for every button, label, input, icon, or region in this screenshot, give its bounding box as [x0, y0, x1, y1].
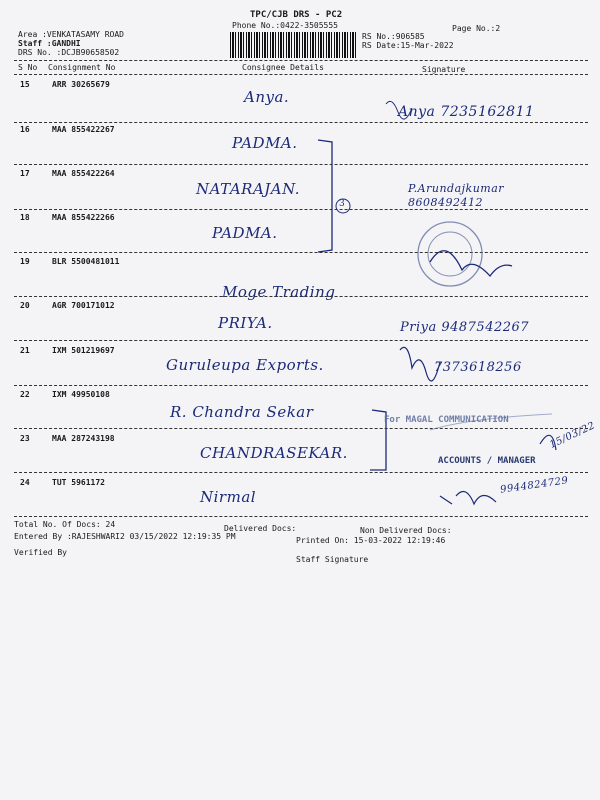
- consignee-signature: Priya 9487542267: [400, 320, 530, 335]
- total-docs: Total No. Of Docs: 24: [14, 520, 116, 529]
- row-consignment: MAA 287243198: [52, 434, 115, 443]
- staff-label: Staff :GANDHI: [18, 39, 81, 48]
- drs-number: DRS No. :DCJB90658502: [18, 48, 120, 57]
- row-sno: 16: [20, 125, 30, 134]
- row-consignment: MAA 855422266: [52, 213, 115, 222]
- row-consignment: ARR 30265679: [52, 80, 110, 89]
- entered-by: Entered By :RAJESHWARI2 03/15/2022 12:19:35 PM: [14, 532, 236, 541]
- verified-by: Verified By: [14, 548, 67, 557]
- row-sno: 24: [20, 478, 30, 487]
- row-consignment: BLR 5500481011: [52, 257, 120, 266]
- row-sno: 22: [20, 390, 30, 399]
- consignee-name: Anya.: [244, 88, 290, 106]
- col-consignment: Consignment No: [48, 63, 116, 72]
- col-consignee: Consignee Details: [242, 63, 324, 72]
- row-sno: 15: [20, 80, 30, 89]
- non-delivered-docs: Non Delivered Docs:: [360, 526, 452, 535]
- consignee-name: R. Chandra Sekar: [170, 403, 314, 421]
- consignee-name: NATARAJAN.: [196, 180, 301, 198]
- row-sno: 17: [20, 169, 30, 178]
- row-consignment: MAA 855422264: [52, 169, 115, 178]
- row-sno: 20: [20, 301, 30, 310]
- row-consignment: IXM 501219697: [52, 346, 115, 355]
- consignee-name: Nirmal: [200, 488, 257, 506]
- sheet-title: TPC/CJB DRS - PC2: [250, 10, 343, 20]
- consignee-signature: Anya 7235162811: [398, 104, 535, 120]
- rs-date: RS Date:15-Mar-2022: [362, 41, 454, 50]
- consignee-name: PADMA.: [212, 224, 278, 242]
- staff-signature-label: Staff Signature: [296, 555, 369, 564]
- consignee-signature: 7373618256: [434, 360, 522, 375]
- consignee-name: PRIYA.: [218, 314, 273, 332]
- area-label: Area :VENKATASAMY ROAD: [18, 30, 124, 39]
- row-consignment: IXM 49950108: [52, 390, 110, 399]
- delivered-docs: Delivered Docs:: [224, 524, 297, 533]
- consignee-signature: P.Arundajkumar 8608492412: [408, 182, 505, 209]
- manager-stamp: ACCOUNTS / MANAGER: [438, 456, 536, 466]
- page-number: Page No.:2: [452, 24, 501, 33]
- consignee-name: Guruleupa Exports.: [166, 356, 324, 374]
- rs-number: RS No.:906585: [362, 32, 425, 41]
- consignee-name: CHANDRASEKAR.: [200, 444, 348, 462]
- col-sno: S No: [18, 63, 38, 72]
- company-stamp: For MAGAL COMMUNICATION: [384, 415, 509, 425]
- bracket-count: 3: [339, 199, 346, 209]
- row-consignment: AGR 700171012: [52, 301, 115, 310]
- row-consignment: MAA 855422267: [52, 125, 115, 134]
- row-consignment: TUT 5961172: [52, 478, 105, 487]
- row-sno: 23: [20, 434, 30, 443]
- printed-on: Printed On: 15-03-2022 12:19:46: [296, 536, 446, 545]
- row-sno: 19: [20, 257, 30, 266]
- consignee-name: PADMA.: [232, 134, 298, 152]
- row-sno: 21: [20, 346, 30, 355]
- row-sno: 18: [20, 213, 30, 222]
- consignee-name: Moge Trading: [222, 283, 336, 301]
- stamp-date: 15/03/22: [547, 420, 597, 451]
- consignee-signature: 9944824729: [499, 475, 570, 496]
- col-signature: Signature: [422, 65, 466, 74]
- phone-number: Phone No.:0422-3505555: [232, 21, 338, 30]
